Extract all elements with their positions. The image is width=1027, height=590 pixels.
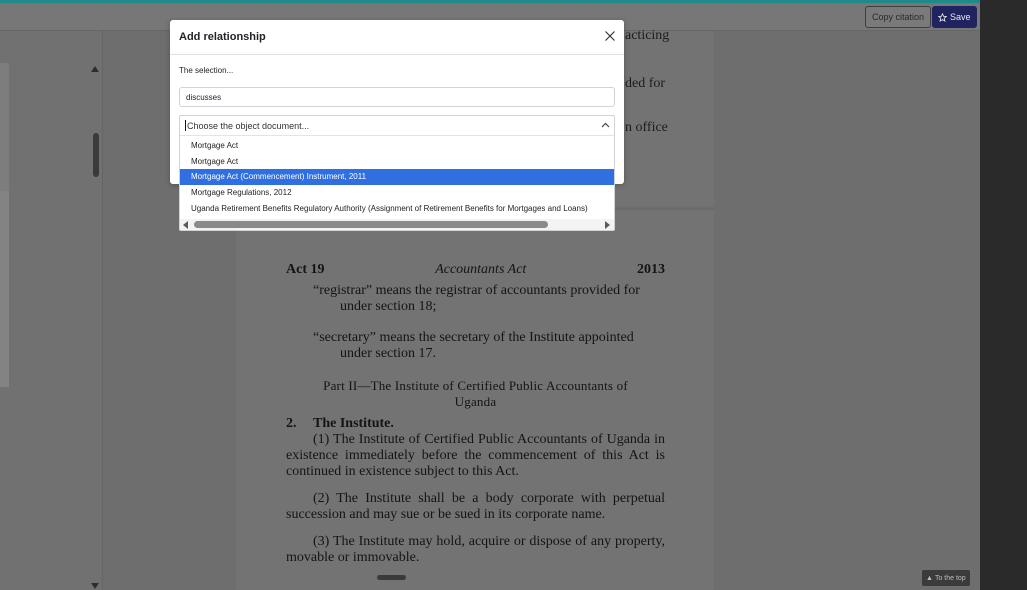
save-button[interactable]	[932, 6, 977, 28]
doc-text-fragment: acticing	[625, 28, 670, 43]
modal-title: Add relationship	[179, 31, 266, 43]
doc-text-fragment: n office	[625, 120, 668, 135]
drag-handle[interactable]	[377, 575, 406, 580]
option-mortgage-act[interactable]: Mortgage Act	[191, 156, 239, 166]
section-paragraph: (3) The Institute may hold, acquire or dispose of any property, movable or immovable.	[286, 534, 665, 565]
definition-secretary: “secretary” means the secretary of the Institute appointed under section 17.	[313, 330, 634, 361]
option-mortgage-act[interactable]: Mortgage Act	[191, 141, 239, 151]
part-heading-line2: Uganda	[454, 394, 497, 409]
part-heading-line1: Part II—The Institute of Certified Public Accountants of	[323, 378, 628, 393]
part-heading	[286, 378, 665, 410]
object-document-options	[180, 138, 614, 216]
sidebar-scrollbar-thumb[interactable]	[93, 133, 99, 177]
section-heading	[286, 416, 665, 432]
section-number: 2.	[286, 416, 297, 431]
horizontal-scrollbar-thumb[interactable]	[194, 221, 548, 228]
relationship-input[interactable]	[179, 87, 615, 107]
copy-citation-button[interactable]: Copy citation	[865, 6, 931, 28]
act-year: 2013	[636, 262, 665, 277]
sidebar-highlight-secondary	[0, 191, 9, 387]
object-document-search[interactable]	[180, 116, 614, 136]
object-document-placeholder: Choose the object document...	[187, 120, 310, 131]
act-title: Accountants Act	[435, 262, 527, 277]
horizontal-scrollbar[interactable]	[180, 219, 614, 230]
to-the-top-button[interactable]	[922, 570, 970, 586]
doc-text-fragment: ded for	[625, 76, 666, 91]
modal-header	[170, 20, 624, 55]
scroll-down-arrow-icon[interactable]	[91, 583, 99, 589]
option-mortgage-act-commencement-instrument[interactable]: Mortgage Act (Commencement) Instrument, 2011	[180, 169, 614, 185]
up-triangle-icon: ▲	[926, 574, 933, 582]
save-button-label: Save	[950, 12, 971, 22]
chevron-up-icon[interactable]	[601, 122, 610, 128]
text-caret	[185, 120, 186, 131]
act-number: Act 19	[286, 262, 325, 277]
close-icon[interactable]	[604, 30, 616, 42]
to-the-top-label: To the top	[934, 574, 966, 582]
section-title: The Institute.	[313, 416, 394, 431]
selection-label: The selection...	[179, 66, 234, 75]
scroll-right-arrow-icon[interactable]	[605, 221, 610, 229]
definition-registrar: “registrar” means the registrar of accountants provided for under section 18;	[313, 283, 640, 314]
scroll-up-arrow-icon[interactable]	[91, 66, 99, 72]
page-header	[286, 262, 665, 278]
option-mortgage-regulations[interactable]: Mortgage Regulations, 2012	[191, 188, 292, 198]
star-icon	[938, 13, 947, 22]
object-document-combobox[interactable]	[179, 115, 615, 231]
scroll-left-arrow-icon[interactable]	[183, 221, 188, 229]
section-paragraph: (1) The Institute of Certified Public Accountants of Uganda in existence immediately before the commencement of this Act is continued in existence subject to this Act.	[286, 432, 665, 479]
option-urbra-assignment[interactable]: Uganda Retirement Benefits Regulatory Authority (Assignment of Retirement Benefits for Mortgages and Loans)	[191, 203, 588, 213]
table-of-contents-sidebar	[0, 31, 103, 590]
section-paragraph: (2) The Institute shall be a body corporate with perpetual succession and may sue or be sued in its corporate name.	[286, 491, 665, 522]
right-edge-strip	[980, 0, 1027, 590]
document-body	[286, 262, 665, 566]
